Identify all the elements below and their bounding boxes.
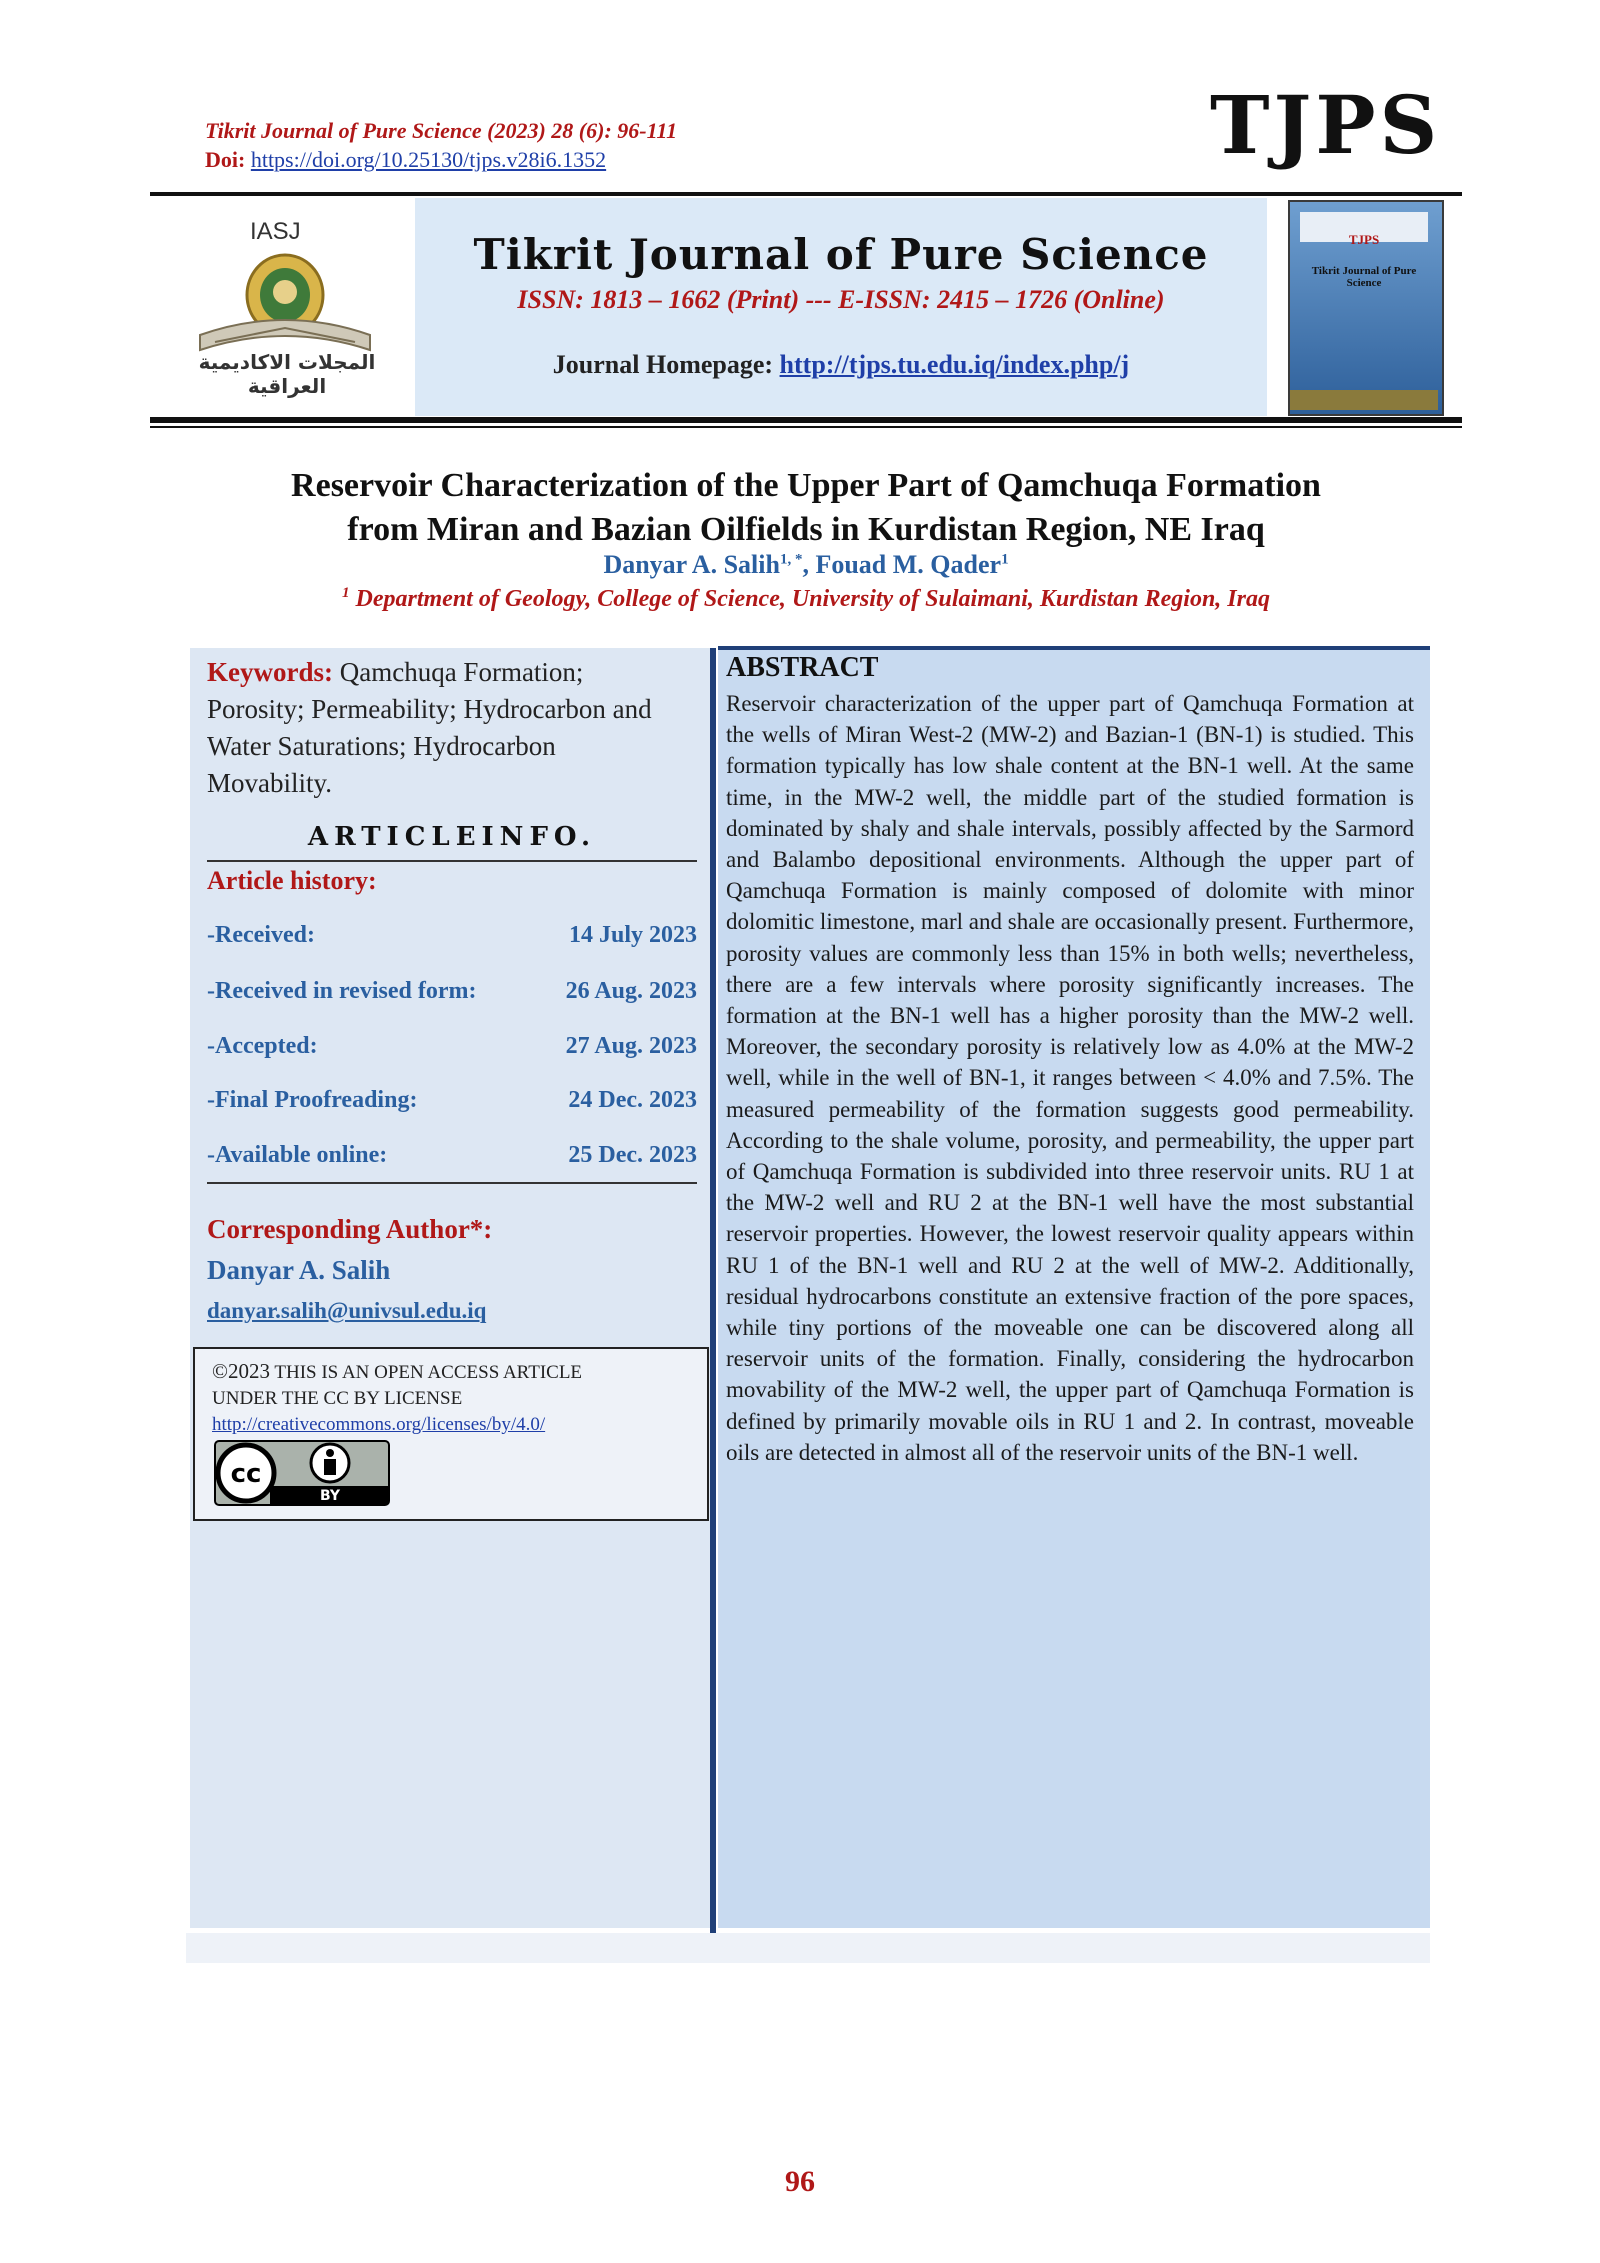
affiliation-sup: 1 bbox=[342, 585, 350, 601]
history-label: -Received: bbox=[207, 922, 315, 948]
keywords-text: Qamchuqa Formation; Porosity; Permeability; Hydrocarbon and Water Saturations; Hydrocarbon Movability. bbox=[207, 657, 652, 798]
author-1: Danyar A. Salih bbox=[603, 550, 780, 579]
homepage-label: Journal Homepage: bbox=[552, 350, 774, 379]
history-row bbox=[207, 1033, 697, 1060]
journal-citation: Tikrit Journal of Pure Science (2023) 28 (6): 96-111 bbox=[205, 118, 678, 143]
history-date: 14 July 2023 bbox=[568, 922, 697, 948]
history-row bbox=[207, 922, 697, 949]
paper-title-line2: from Miran and Bazian Oilfields in Kurdistan Region, NE Iraq bbox=[347, 511, 1265, 548]
author-separator: , bbox=[802, 550, 816, 579]
affiliation bbox=[200, 585, 1412, 613]
history-date: 24 Dec. 2023 bbox=[568, 1087, 697, 1113]
license-text bbox=[212, 1358, 692, 1412]
license-link[interactable]: http://creativecommons.org/licenses/by/4.0/ bbox=[212, 1414, 546, 1435]
history-date: 25 Dec. 2023 bbox=[568, 1142, 697, 1168]
corresponding-author-name: Danyar A. Salih bbox=[207, 1255, 391, 1285]
abstract-top-rule bbox=[718, 646, 1430, 650]
by-label: BY bbox=[319, 1488, 341, 1504]
journal-mark: TJPS bbox=[1210, 78, 1442, 172]
license-open-access: THIS IS AN OPEN ACCESS ARTICLE bbox=[269, 1362, 583, 1383]
doi-link[interactable]: https://doi.org/10.25130/tjps.v28i6.1352 bbox=[250, 147, 607, 172]
doi-line bbox=[205, 147, 606, 173]
homepage-line bbox=[415, 350, 1267, 380]
history-date: 26 Aug. 2023 bbox=[565, 978, 697, 1004]
history-label: -Accepted: bbox=[207, 1033, 318, 1059]
affiliation-text: Department of Geology, College of Science, University of Sulaimani, Kurdistan Region, Iraq bbox=[355, 586, 1270, 612]
doi-label: Doi: bbox=[205, 147, 246, 172]
article-info-rule bbox=[207, 860, 697, 862]
cc-label: cc bbox=[230, 1459, 262, 1489]
article-info-heading: ARTICLEINFO. bbox=[307, 822, 597, 852]
banner-rule-thick bbox=[150, 417, 1462, 423]
history-label: -Available online: bbox=[207, 1142, 388, 1168]
keywords-label: Keywords: bbox=[207, 657, 333, 687]
cover-mark: TJPS bbox=[1348, 232, 1380, 247]
history-rule bbox=[207, 1182, 697, 1184]
author-2-sup: 1 bbox=[1001, 551, 1009, 568]
license-copyright: ©2023 bbox=[212, 1359, 270, 1383]
history-label: -Final Proofreading: bbox=[207, 1087, 418, 1113]
author-list bbox=[200, 550, 1412, 580]
cc-by-icon[interactable] bbox=[214, 1440, 390, 1506]
panel-bottom-strip bbox=[186, 1933, 1430, 1963]
history-date: 27 Aug. 2023 bbox=[565, 1033, 697, 1059]
column-divider bbox=[710, 648, 716, 1933]
cover-bottom-band bbox=[1290, 390, 1438, 410]
corresponding-author-heading: Corresponding Author*: bbox=[207, 1214, 493, 1244]
header-rule bbox=[150, 192, 1462, 196]
history-row bbox=[207, 1087, 697, 1114]
history-label: -Received in revised form: bbox=[207, 978, 477, 1004]
abstract-text: Reservoir characterization of the upper part of Qamchuqa Formation at the wells of Miran West-2 (MW-2) and Bazian-1 (BN-1) is studied. This formation typically has low shale content at the BN-1 well. At the same time, in the MW-2 well, the middle part of the studied formation is dominated by shaly and shale intervals, possibly affected by the Sarmord and Balambo depositional environments. Although the upper part of Qamchuqa Formation is mainly composed of dolomite with minor dolomitic limestone, marl and shale are occasionally present. Furthermore, porosity values are commonly less than 15% in both wells; nevertheless, there are a few intervals where porosity significantly increases. The formation at the BN-1 well has a higher porosity than the MW-2 well. Moreover, the secondary porosity is relatively low as 4.0% at the MW-2 well, while in the well of BN-1, it ranges between < 4.0% and 7.5%. The measured permeability of the formation suggests good permeability. According to the shale volume, porosity, and permeability, the upper part of Qamchuqa Formation is subdivided into three reservoir units. RU 1 at the MW-2 well and RU 2 at the BN-1 well have the most substantial reservoir properties. However, the lowest reservoir quality appears within RU 1 of the BN-1 well and RU 2 at the well of MW-2. Additionally, residual hydrocarbons constitute an extensive fraction of the pore spaces, while tiny portions of the moveable one can be discovered along all reservoir units of the formation. Finally, considering the hydrocarbon movability of the MW-2 well, the upper part of Qamchuqa Formation is defined by primarily movable oils in RU 1 and 2. In contrast, moveable oils are detected in almost all of the reservoir units of the BN-1 well. bbox=[726, 691, 1414, 1465]
author-1-sup: 1, * bbox=[779, 551, 803, 568]
iasj-logo-text: IASJ bbox=[250, 218, 301, 245]
history-row bbox=[207, 1142, 697, 1169]
paper-title-line1: Reservoir Characterization of the Upper Part of Qamchuqa Formation bbox=[291, 467, 1321, 504]
issn-line: ISSN: 1813 – 1662 (Print) --- E-ISSN: 2415 – 1726 (Online) bbox=[517, 285, 1165, 314]
keywords-block bbox=[207, 654, 687, 802]
homepage-link[interactable]: http://tjps.tu.edu.iq/index.php/j bbox=[779, 350, 1130, 379]
license-cc-by: UNDER THE CC BY LICENSE bbox=[212, 1388, 463, 1409]
cover-title: Tikrit Journal of Pure Science bbox=[1311, 265, 1417, 289]
history-row bbox=[207, 978, 697, 1005]
page-number: 96 bbox=[785, 2165, 815, 2198]
article-history-heading: Article history: bbox=[207, 866, 377, 895]
author-2: Fouad M. Qader bbox=[815, 550, 1002, 579]
journal-name: Tikrit Journal of Pure Science bbox=[473, 230, 1209, 279]
iasj-arabic-text: المجلات الاكاديمية العراقية bbox=[198, 350, 376, 398]
abstract-heading: ABSTRACT bbox=[726, 652, 879, 683]
banner-rule-thin bbox=[150, 426, 1462, 428]
paper-title bbox=[200, 464, 1412, 552]
corresponding-author-email[interactable]: danyar.salih@univsul.edu.iq bbox=[207, 1298, 487, 1323]
